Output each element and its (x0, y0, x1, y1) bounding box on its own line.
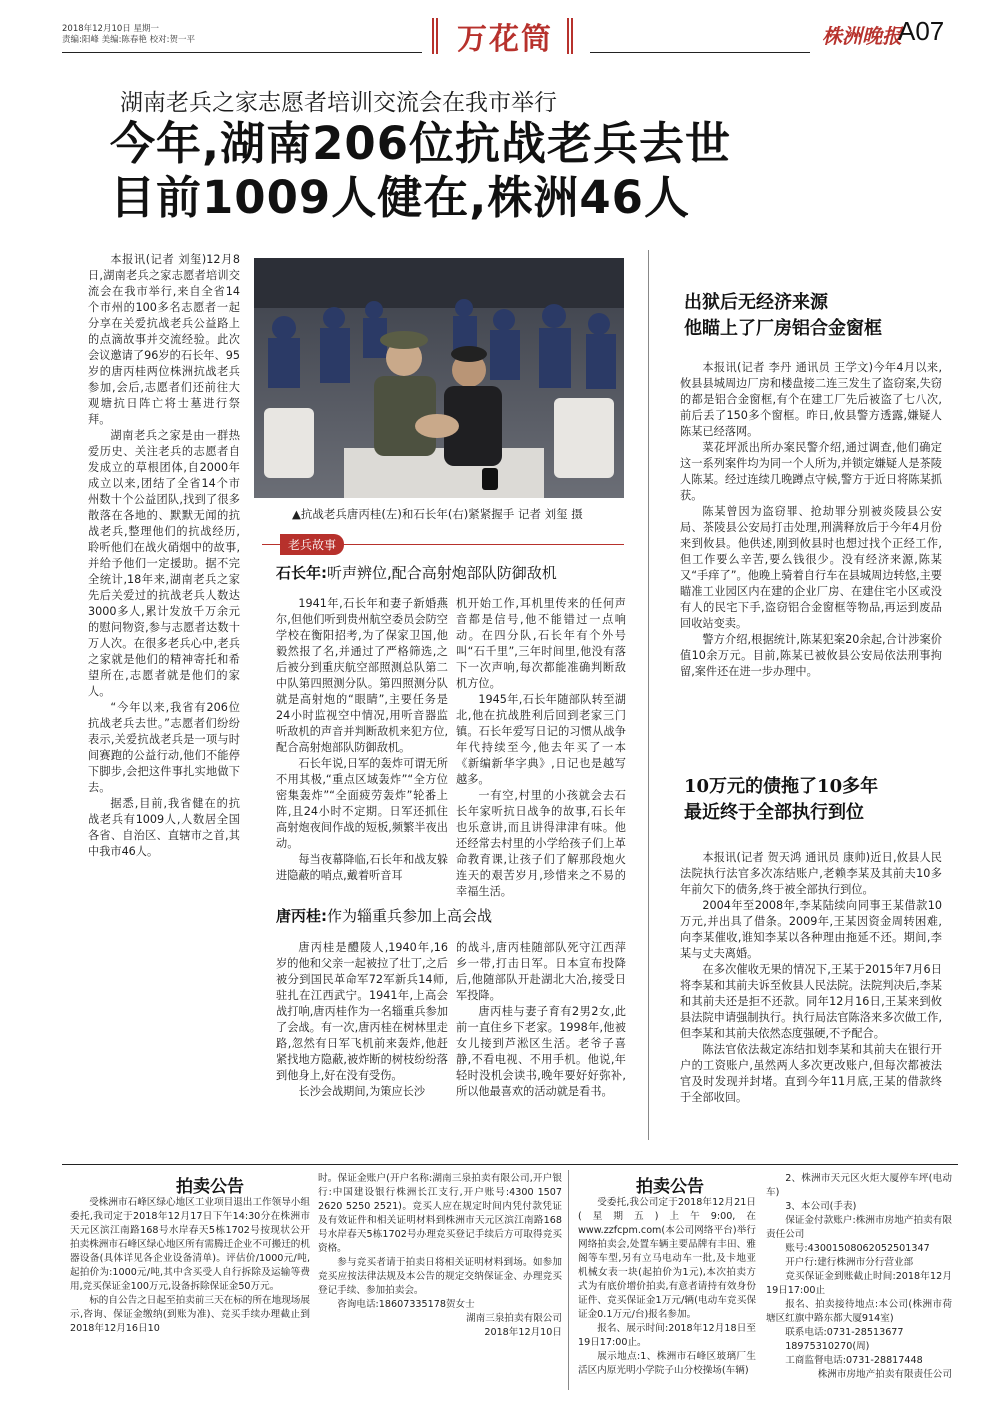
right2-headline-line1: 10万元的债拖了10多年 (684, 776, 879, 797)
notice-paragraph: 受株洲市石峰区绿心地区工业项目退出工作领导小组委托,我司定于2018年12月17日下午14:30分在株洲市天元区滨江南路168号水岸春天5栋1702号按现状公开拍卖株洲市石峰区绿心地区所有需腾迁企业不可搬迁的机器设备(具体详见各企业设备清单)。评估价/1000元/吨,起拍价为:1000元/吨,其中含买受人自行拆除及运输等费用,竞买保证金100万元,设备拆除保证金50万元。 (70, 1197, 310, 1292)
notice-paragraph: 报名、展示时间:2018年12月18日至19日17:00止。 (578, 1323, 756, 1348)
auction-notice-1-title: 拍卖公告 (176, 1177, 244, 1197)
notice-contact: 咨询电话:18607335178贺女士 (337, 1299, 475, 1310)
lead-paragraph: “今年以来,我省有206位抗战老兵去世。”志愿者们纷纷表示,关爱抗战老兵是一项与时间赛跑的公益行动,他们不能停下脚步,会把这件事扎实地做下去。 (88, 701, 240, 794)
auction-notice-2-title: 拍卖公告 (636, 1177, 704, 1197)
article-paragraph: 在多次催收无果的情况下,王某于2015年7月6日将李某和其前夫诉至攸县人民法院。法院判决后,李某和其前夫还是拒不还款。同年12月16日,王某来到攸县法院申请强制执行。执行局法官陈洛来多次做工作,但李某和其前夫依然态度强硬,不予配合。 (680, 963, 942, 1040)
article-paragraph: 陈法官依法裁定冻结扣划李某和其前夫在银行开户的工资账户,虽然两人多次更改账户,但每次都被法官及时发现并封堵。直到今年11月底,王某的借款终于全部收回。 (680, 1043, 942, 1104)
notice-paragraph: 时。保证金账户(开户名称:湖南三泉拍卖有限公司,开户银行:中国建设银行株洲长江支行,开户账号:4300 1507 2620 5250 2521)。竞买人应在规定时间内凭付款凭证及有效证件和相关证明材料到株洲市天元区滨江南路168号水岸春天5栋1702号办理竞买登记手续后方可取得竞买资格。 (318, 1173, 562, 1254)
story-paragraph: 唐丙桂是醴陵人,1940年,16岁的他和父亲一起被拉了壮丁,之后被分到国民革命军72军新兵14师,驻扎在江西武宁。1941年,上高会战打响,唐丙桂作为一名辎重兵参加了会战。有一次,唐丙桂在树林里走路,忽然有日军飞机前来轰炸,他赶紧找地方隐蔽,被炸断的树枝纷纷落到他身上,好在没有受伤。 (276, 941, 448, 1082)
right1-headline-line2: 他瞄上了厂房铝合金窗框 (684, 318, 882, 339)
story-paragraph: 1945年,石长年随部队转至湖北,他在抗战胜利后回到老家三门镇。石长年爱写日记的习惯从战争年代持续至今,他去年买了一本《新编新华字典》,日记也是越写越多。 (456, 693, 626, 786)
header-meta (62, 24, 195, 46)
story2-name: 唐丙桂: (276, 907, 327, 925)
auction-notice-1-col2 (318, 1172, 562, 1340)
headline-line-1: 今年,湖南206位抗战老兵去世 (110, 117, 732, 170)
story1-column-2 (456, 596, 626, 900)
story2-title (276, 905, 492, 926)
right2-headline (684, 774, 878, 826)
section-bar-left (432, 18, 438, 54)
notice-paragraph: 参与竞买者请于拍卖日将相关证明材料到场。如参加竞买应按法律法规及本公告的规定交纳保证金、办理竞买登记手续、参加拍卖会。 (318, 1257, 562, 1296)
lead-paragraph: 据悉,目前,我省健在的抗战老兵有1009人,人数居全国各省、自治区、直辖市之首,其中我市46人。 (88, 797, 240, 858)
header-rule-right (590, 52, 810, 53)
article-paragraph: 本报讯(记者 贺天鸿 通讯员 康帅)近日,攸县人民法院执行法官多次冻结账户,老赖李某及其前夫10多年前欠下的债务,终于被全部执行到位。 (680, 851, 942, 896)
notice-paragraph: 账号:43001508062052501347 (785, 1243, 930, 1254)
notice-paragraph: 竞买保证金到账截止时间:2018年12月19日17:00止 (766, 1271, 952, 1296)
story-paragraph: 长沙会战期间,为策应长沙 (298, 1085, 426, 1098)
ads-divider (568, 1170, 569, 1390)
story-paragraph: 每当夜幕降临,石长年和战友躲进隐蔽的哨点,戴着听音耳 (276, 853, 448, 882)
story1-title (276, 562, 557, 583)
right2-headline-line2: 最近终于全部执行到位 (684, 802, 864, 823)
article-paragraph: 警方介绍,根据统计,陈某犯案20余起,合计涉案价值10余万元。目前,陈某已被攸县公安局依法刑事拘留,案件还在进一步办理中。 (680, 633, 942, 678)
story-paragraph: 唐丙桂与妻子育有2男2女,此前一直住乡下老家。1998年,他被女儿接到芦淞区生活。老爷子喜静,不看电视、不用手机。他说,年轻时没机会读书,晚年要好好弥补,所以他最喜欢的活动就是看书。 (456, 1005, 626, 1098)
story-paragraph: 一有空,村里的小孩就会去石长年家听抗日战争的故事,石长年也乐意讲,而且讲得津津有味。他还经常去村里的小学给孩子们上革命教育课,让孩子们了解那段炮火连天的艰苦岁月,珍惜来之不易的幸福生活。 (456, 789, 626, 898)
section-title: 万花筒 (457, 22, 553, 57)
right2-article (680, 850, 942, 1106)
article-paragraph: 2004年至2008年,李某陆续向同事王某借款10万元,并出具了借条。2009年,王某因资金周转困难,向李某催收,谁知李某以各种理由拖延不还。期间,李某与丈夫离婚。 (680, 899, 942, 960)
story-paragraph: 机开始工作,耳机里传来的任何声音都是信号,他不能错过一点响动。在四分队,石长年有个外号叫“石千里”,三年时间里,他没有落下一次声响,每次都能准确判断敌机方位。 (456, 597, 626, 690)
notice-paragraph: 开户行:建行株洲市分行营业部 (785, 1257, 914, 1268)
story1-column-1 (276, 596, 448, 884)
veteran-stories-tag: 老兵故事 (280, 534, 344, 555)
article-paragraph: 菜花坪派出所办案民警介绍,通过调查,他们确定这一系列案件均为同一个人所为,并锁定嫌疑人是茶陵人陈某。经过连续几晚蹲点守候,警方于近日将陈某抓获。 (680, 441, 942, 502)
article-paragraph: 陈某曾因为盗窃罪、抢劫罪分别被炎陵县公安局、茶陵县公安局打击处理,刑满释放后于今年4月份来到攸县。他供述,刚到攸县时也想过找个正经工作,但工作要么辛苦,要么钱很少。没有经济来源,陈某又“手痒了”。他晚上骑着自行车在县城周边转悠,主要瞄准工业园区内在建的企业厂房、在建住宅小区或没有人的民宅下手,盗窃铝合金窗框等物品,再运到废品回收站变卖。 (680, 505, 942, 630)
notice-paragraph: 2、株洲市天元区火炬大厦停车坪(电动车) (766, 1173, 952, 1198)
ads-top-rule (62, 1164, 958, 1165)
column-divider (648, 250, 649, 1140)
issue-date: 2018年12月10日 星期一 (62, 24, 159, 34)
notice-paragraph: 保证金付款账户:株洲市房地产拍卖有限责任公司 (766, 1215, 952, 1240)
header-rule-left (62, 52, 422, 53)
story-paragraph: 的战斗,唐丙桂随部队死守江西萍乡一带,打击日军。日本宣布投降后,他随部队开赴湖北大冶,接受日军投降。 (456, 941, 626, 1002)
story2-column-2 (456, 940, 626, 1100)
lead-article-column (88, 252, 240, 860)
notice-paragraph: 标的自公告之日起至拍卖前三天在标的所在地现场展示,咨询、保证金缴纳(到账为准)、竞买手续办理截止到2018年12月16日10 (70, 1295, 310, 1334)
photo-illustration (254, 258, 624, 498)
story-paragraph: 1941年,石长年和妻子新婚燕尔,但他们听到贵州航空委员会防空学校在衡阳招考,为了保家卫国,他毅然报了名,并通过了严格筛选,之后被分到重庆航空部照测总队第二中队第四照测分队。第四照测分队就是高射炮的“眼睛”,主要任务是24小时监视空中情况,用听音器监听敌机的声音并判断敌机来犯方位,配合高射炮部队防御敌机。 (276, 597, 448, 754)
auction-notice-1-col1 (70, 1196, 310, 1336)
right1-headline (684, 290, 882, 342)
notice-signature: 株洲市房地产拍卖有限责任公司 (817, 1369, 952, 1380)
page-number: A07 (898, 16, 945, 46)
notice-paragraph: 展示地点:1、株洲市石峰区玻璃厂生活区内原光明小学院子山分校操场(车辆) (578, 1351, 756, 1376)
auction-notice-2-col2 (766, 1172, 952, 1382)
article-paragraph: 本报讯(记者 李丹 通讯员 王学文)今年4月以来,攸县县城周边厂房和楼盘接二连三发生了盗窃案,失窃的都是铝合金窗框,有个在建工厂先后被盗了七八次,前后丢了150多个窗框。昨日,攸县警方透露,嫌疑人陈某已经落网。 (680, 361, 942, 438)
headline-line-2: 目前1009人健在,株洲46人 (110, 171, 690, 224)
notice-paragraph: 工商监督电话:0731-28817448 (785, 1355, 923, 1366)
story2-subtitle: 作为辎重兵参加上高会战 (327, 907, 493, 925)
lead-kicker: 湖南老兵之家志愿者培训交流会在我市举行 (120, 90, 557, 116)
auction-notice-2-col1 (578, 1196, 756, 1378)
section-bar-right (567, 18, 573, 54)
right1-article (680, 360, 942, 680)
notice-paragraph: 报名、拍卖接待地点:本公司(株洲市荷塘区红旗中路东都大厦914室) (766, 1299, 952, 1324)
notice-paragraph: 受委托,我公司定于2018年12月21日(星期五)上午9:00,在www.zzfcpm.com(本公司网络平台)举行网络拍卖会,处置车辆主要品牌有丰田、雅阁等车型,另有立马电动车一批,及卡地亚机械女表一块(起拍价为1元),本次拍卖方式为有底价增价拍卖,有意者请持有效身份证件、竞买保证金1万元/辆(电动车竞买保证金0.1万元/台)报名参加。 (578, 1197, 756, 1320)
lead-paragraph: 本报讯(记者 刘玺)12月8日,湖南老兵之家志愿者培训交流会在我市举行,来自全省14个市州的100多名志愿者一起分享在关爱抗战老兵公益路上的点滴故事并交流经验。此次会议邀请了96岁的石长年、95岁的唐丙桂两位株洲抗战老兵参加,会后,志愿者们还前往大观塘抗日阵亡将士墓进行祭拜。 (88, 253, 240, 426)
lead-paragraph: 湖南老兵之家是由一群热爱历史、关注老兵的志愿者自发成立的草根团体,自2000年成立以来,团结了全省14个市州数十个公益团队,找到了很多散落在各地的、默默无闻的抗战老兵,整理他们的抗战经历,聆听他们在战火硝烟中的故事,并给予他们一定援助。据不完全统计,18年来,湖南老兵之家先后关爱过的抗战老兵人数达3000多人,累计发放千万余元的慰问物资,参与志愿者达数十万人次。在很多老兵心中,老兵之家就是他们的精神寄托和希望所在,志愿者就是他们的家人。 (88, 429, 240, 698)
notice-paragraph: 联系电话:0731-28513677 (785, 1327, 904, 1338)
editor-credits: 责编:阳峰 美编:陈春艳 校对:贺一平 (62, 35, 195, 45)
veterans-photo (254, 258, 624, 498)
newspaper-logo: 株洲晚报 (822, 24, 902, 48)
notice-signature: 湖南三泉拍卖有限公司 (466, 1313, 562, 1324)
story-paragraph: 石长年说,日军的轰炸可谓无所不用其极,“重点区域轰炸”“全方位密集轰炸”“全面疲劳轰炸”轮番上阵,且24小时不定期。日军还抓住高射炮夜间作战的短板,频繁半夜出动。 (276, 757, 448, 850)
notice-paragraph: 3、本公司(手表) (785, 1201, 857, 1212)
right1-headline-line1: 出狱后无经济来源 (684, 292, 828, 313)
notice-paragraph: 18975310270(周) (785, 1341, 870, 1352)
story1-name: 石长年: (276, 564, 327, 582)
photo-caption: ▲抗战老兵唐丙桂(左)和石长年(右)紧紧握手 记者 刘玺 摄 (292, 507, 583, 521)
story1-subtitle: 听声辨位,配合高射炮部队防御敌机 (327, 564, 557, 582)
lead-headline (110, 117, 731, 225)
notice-date: 2018年12月10日 (484, 1327, 562, 1338)
story2-column-1 (276, 940, 448, 1100)
